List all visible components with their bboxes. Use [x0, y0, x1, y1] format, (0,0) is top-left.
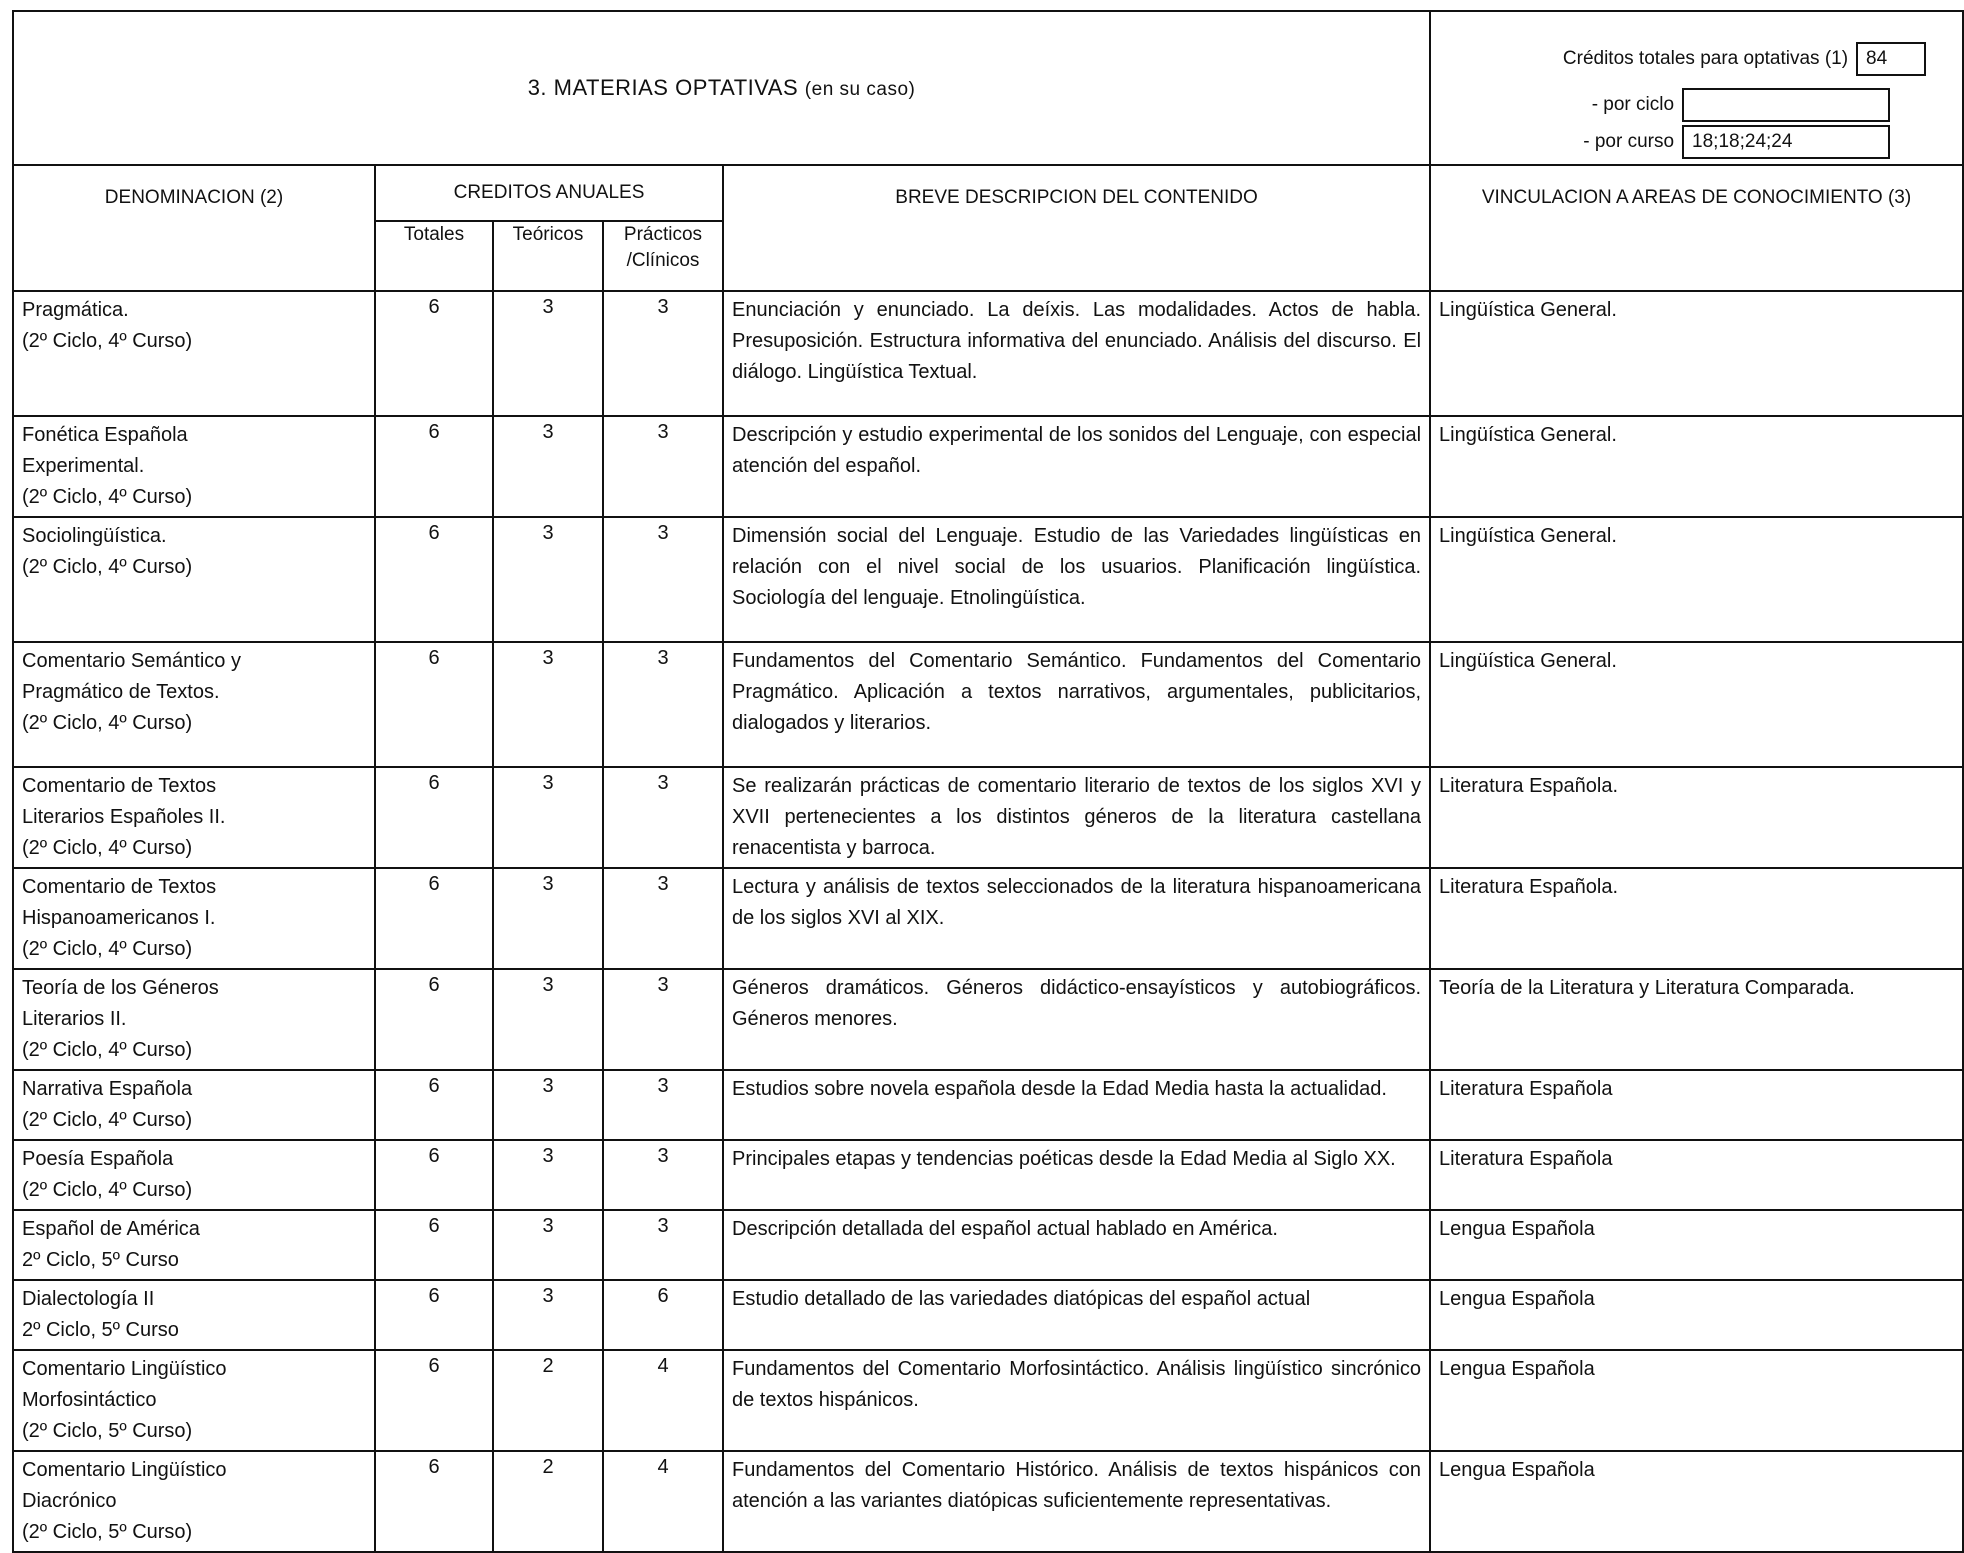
table-row	[13, 517, 1963, 642]
credits-total: 6	[375, 1210, 493, 1280]
credits-practice: 3	[603, 767, 723, 868]
credits-theory: 2	[493, 1451, 603, 1552]
col-practicos: Prácticos /Clínicos	[603, 221, 723, 291]
subject-name: Fonética Española Experimental. (2º Ciclo, 4º Curso)	[13, 416, 375, 517]
col-descripcion: BREVE DESCRIPCION DEL CONTENIDO	[723, 165, 1430, 291]
credits-practice: 3	[603, 1070, 723, 1140]
col-teoricos: Teóricos	[493, 221, 603, 291]
per-course-label: - por curso	[1583, 131, 1675, 152]
column-header-row	[13, 165, 1963, 221]
table-row	[13, 291, 1963, 416]
content-description: Descripción detallada del español actual hablado en América.	[723, 1210, 1430, 1280]
subject-name: Narrativa Española (2º Ciclo, 4º Curso)	[13, 1070, 375, 1140]
subject-name: Comentario Semántico y Pragmático de Textos. (2º Ciclo, 4º Curso)	[13, 642, 375, 767]
total-credits-label: Créditos totales para optativas (1)	[1562, 48, 1849, 69]
credits-practice: 3	[603, 291, 723, 416]
total-credits-value: 84	[1856, 42, 1926, 76]
credits-theory: 3	[493, 517, 603, 642]
credits-total: 6	[375, 1350, 493, 1451]
credits-theory: 3	[493, 868, 603, 969]
subject-name: Dialectología II 2º Ciclo, 5º Curso	[13, 1280, 375, 1350]
credits-total: 6	[375, 767, 493, 868]
per-cycle-label: - por ciclo	[1591, 94, 1675, 115]
knowledge-area: Lingüística General.	[1430, 517, 1963, 642]
per-course-value: 18;18;24;24	[1682, 125, 1890, 159]
knowledge-area: Teoría de la Literatura y Literatura Comparada.	[1430, 969, 1963, 1070]
knowledge-area: Lingüística General.	[1430, 642, 1963, 767]
content-description: Dimensión social del Lenguaje. Estudio de las Variedades lingüísticas en relación con el nivel social de los usuarios. Planificación lingüística. Sociología del lenguaje. Etnolingüística.	[723, 517, 1430, 642]
credits-summary	[1430, 11, 1963, 165]
credits-total: 6	[375, 642, 493, 767]
credits-practice: 3	[603, 517, 723, 642]
table-row	[13, 1451, 1963, 1552]
section-title-suffix: (en su caso)	[804, 79, 916, 100]
subject-name: Comentario de Textos Hispanoamericanos I. (2º Ciclo, 4º Curso)	[13, 868, 375, 969]
knowledge-area: Literatura Española	[1430, 1070, 1963, 1140]
knowledge-area: Literatura Española.	[1430, 868, 1963, 969]
credits-theory: 3	[493, 416, 603, 517]
credits-practice: 3	[603, 969, 723, 1070]
credits-practice: 3	[603, 642, 723, 767]
credits-practice: 3	[603, 1210, 723, 1280]
credits-total: 6	[375, 1451, 493, 1552]
credits-practice: 3	[603, 868, 723, 969]
content-description: Fundamentos del Comentario Morfosintáctico. Análisis lingüístico sincrónico de textos hispánicos.	[723, 1350, 1430, 1451]
knowledge-area: Lengua Española	[1430, 1280, 1963, 1350]
credits-total: 6	[375, 1140, 493, 1210]
credits-total: 6	[375, 969, 493, 1070]
content-description: Estudios sobre novela española desde la Edad Media hasta la actualidad.	[723, 1070, 1430, 1140]
subject-name: Sociolingüística. (2º Ciclo, 4º Curso)	[13, 517, 375, 642]
subject-name: Teoría de los Géneros Literarios II. (2º Ciclo, 4º Curso)	[13, 969, 375, 1070]
credits-total: 6	[375, 1070, 493, 1140]
optativas-table	[12, 10, 1964, 1553]
subject-name: Comentario de Textos Literarios Españoles II. (2º Ciclo, 4º Curso)	[13, 767, 375, 868]
credits-total: 6	[375, 868, 493, 969]
knowledge-area: Lengua Española	[1430, 1350, 1963, 1451]
table-row	[13, 642, 1963, 767]
content-description: Principales etapas y tendencias poéticas desde la Edad Media al Siglo XX.	[723, 1140, 1430, 1210]
table-row	[13, 868, 1963, 969]
section-title-text: 3. MATERIAS OPTATIVAS	[527, 75, 799, 100]
section-title	[13, 11, 1430, 165]
credits-practice: 3	[603, 416, 723, 517]
table-row	[13, 1070, 1963, 1140]
credits-theory: 3	[493, 1210, 603, 1280]
credits-practice: 3	[603, 1140, 723, 1210]
credits-practice: 6	[603, 1280, 723, 1350]
content-description: Descripción y estudio experimental de los sonidos del Lenguaje, con especial atención del español.	[723, 416, 1430, 517]
per-cycle-value	[1682, 88, 1890, 122]
knowledge-area: Lingüística General.	[1430, 291, 1963, 416]
col-creditos: CREDITOS ANUALES	[375, 165, 723, 221]
header-row	[13, 11, 1963, 165]
content-description: Fundamentos del Comentario Semántico. Fundamentos del Comentario Pragmático. Aplicación a textos narrativos, argumentales, publicitarios, dialogados y literarios.	[723, 642, 1430, 767]
credits-theory: 3	[493, 969, 603, 1070]
content-description: Fundamentos del Comentario Histórico. Análisis de textos hispánicos con atención a las variantes diatópicas suficientemente representativas.	[723, 1451, 1430, 1552]
col-totales: Totales	[375, 221, 493, 291]
subject-name: Pragmática. (2º Ciclo, 4º Curso)	[13, 291, 375, 416]
table-row	[13, 1280, 1963, 1350]
knowledge-area: Lengua Española	[1430, 1210, 1963, 1280]
table-row	[13, 1210, 1963, 1280]
credits-total: 6	[375, 1280, 493, 1350]
knowledge-area: Literatura Española.	[1430, 767, 1963, 868]
credits-practice: 4	[603, 1451, 723, 1552]
content-description: Enunciación y enunciado. La deíxis. Las modalidades. Actos de habla. Presuposición. Estructura informativa del enunciado. Análisis del discurso. El diálogo. Lingüística Textual.	[723, 291, 1430, 416]
knowledge-area: Literatura Española	[1430, 1140, 1963, 1210]
credits-practice: 4	[603, 1350, 723, 1451]
table-row	[13, 1140, 1963, 1210]
credits-total: 6	[375, 517, 493, 642]
knowledge-area: Lengua Española	[1430, 1451, 1963, 1552]
content-description: Lectura y análisis de textos seleccionados de la literatura hispanoamericana de los siglos XVI al XIX.	[723, 868, 1430, 969]
credits-total: 6	[375, 416, 493, 517]
credits-total: 6	[375, 291, 493, 416]
subject-name: Poesía Española (2º Ciclo, 4º Curso)	[13, 1140, 375, 1210]
knowledge-area: Lingüística General.	[1430, 416, 1963, 517]
col-vinculacion: VINCULACION A AREAS DE CONOCIMIENTO (3)	[1430, 165, 1963, 291]
table-row	[13, 1350, 1963, 1451]
table-row	[13, 969, 1963, 1070]
credits-theory: 3	[493, 1140, 603, 1210]
credits-theory: 3	[493, 1280, 603, 1350]
subject-name: Español de América 2º Ciclo, 5º Curso	[13, 1210, 375, 1280]
credits-theory: 3	[493, 291, 603, 416]
credits-theory: 3	[493, 767, 603, 868]
content-description: Se realizarán prácticas de comentario literario de textos de los siglos XVI y XVII pertenecientes a los distintos géneros de la literatura castellana renacentista y barroca.	[723, 767, 1430, 868]
subject-name: Comentario Lingüístico Diacrónico (2º Ciclo, 5º Curso)	[13, 1451, 375, 1552]
subject-name: Comentario Lingüístico Morfosintáctico (2º Ciclo, 5º Curso)	[13, 1350, 375, 1451]
col-denominacion: DENOMINACION (2)	[13, 165, 375, 291]
table-row	[13, 767, 1963, 868]
credits-theory: 3	[493, 642, 603, 767]
table-row	[13, 416, 1963, 517]
credits-theory: 3	[493, 1070, 603, 1140]
credits-theory: 2	[493, 1350, 603, 1451]
content-description: Estudio detallado de las variedades diatópicas del español actual	[723, 1280, 1430, 1350]
content-description: Géneros dramáticos. Géneros didáctico-ensayísticos y autobiográficos. Géneros menores.	[723, 969, 1430, 1070]
